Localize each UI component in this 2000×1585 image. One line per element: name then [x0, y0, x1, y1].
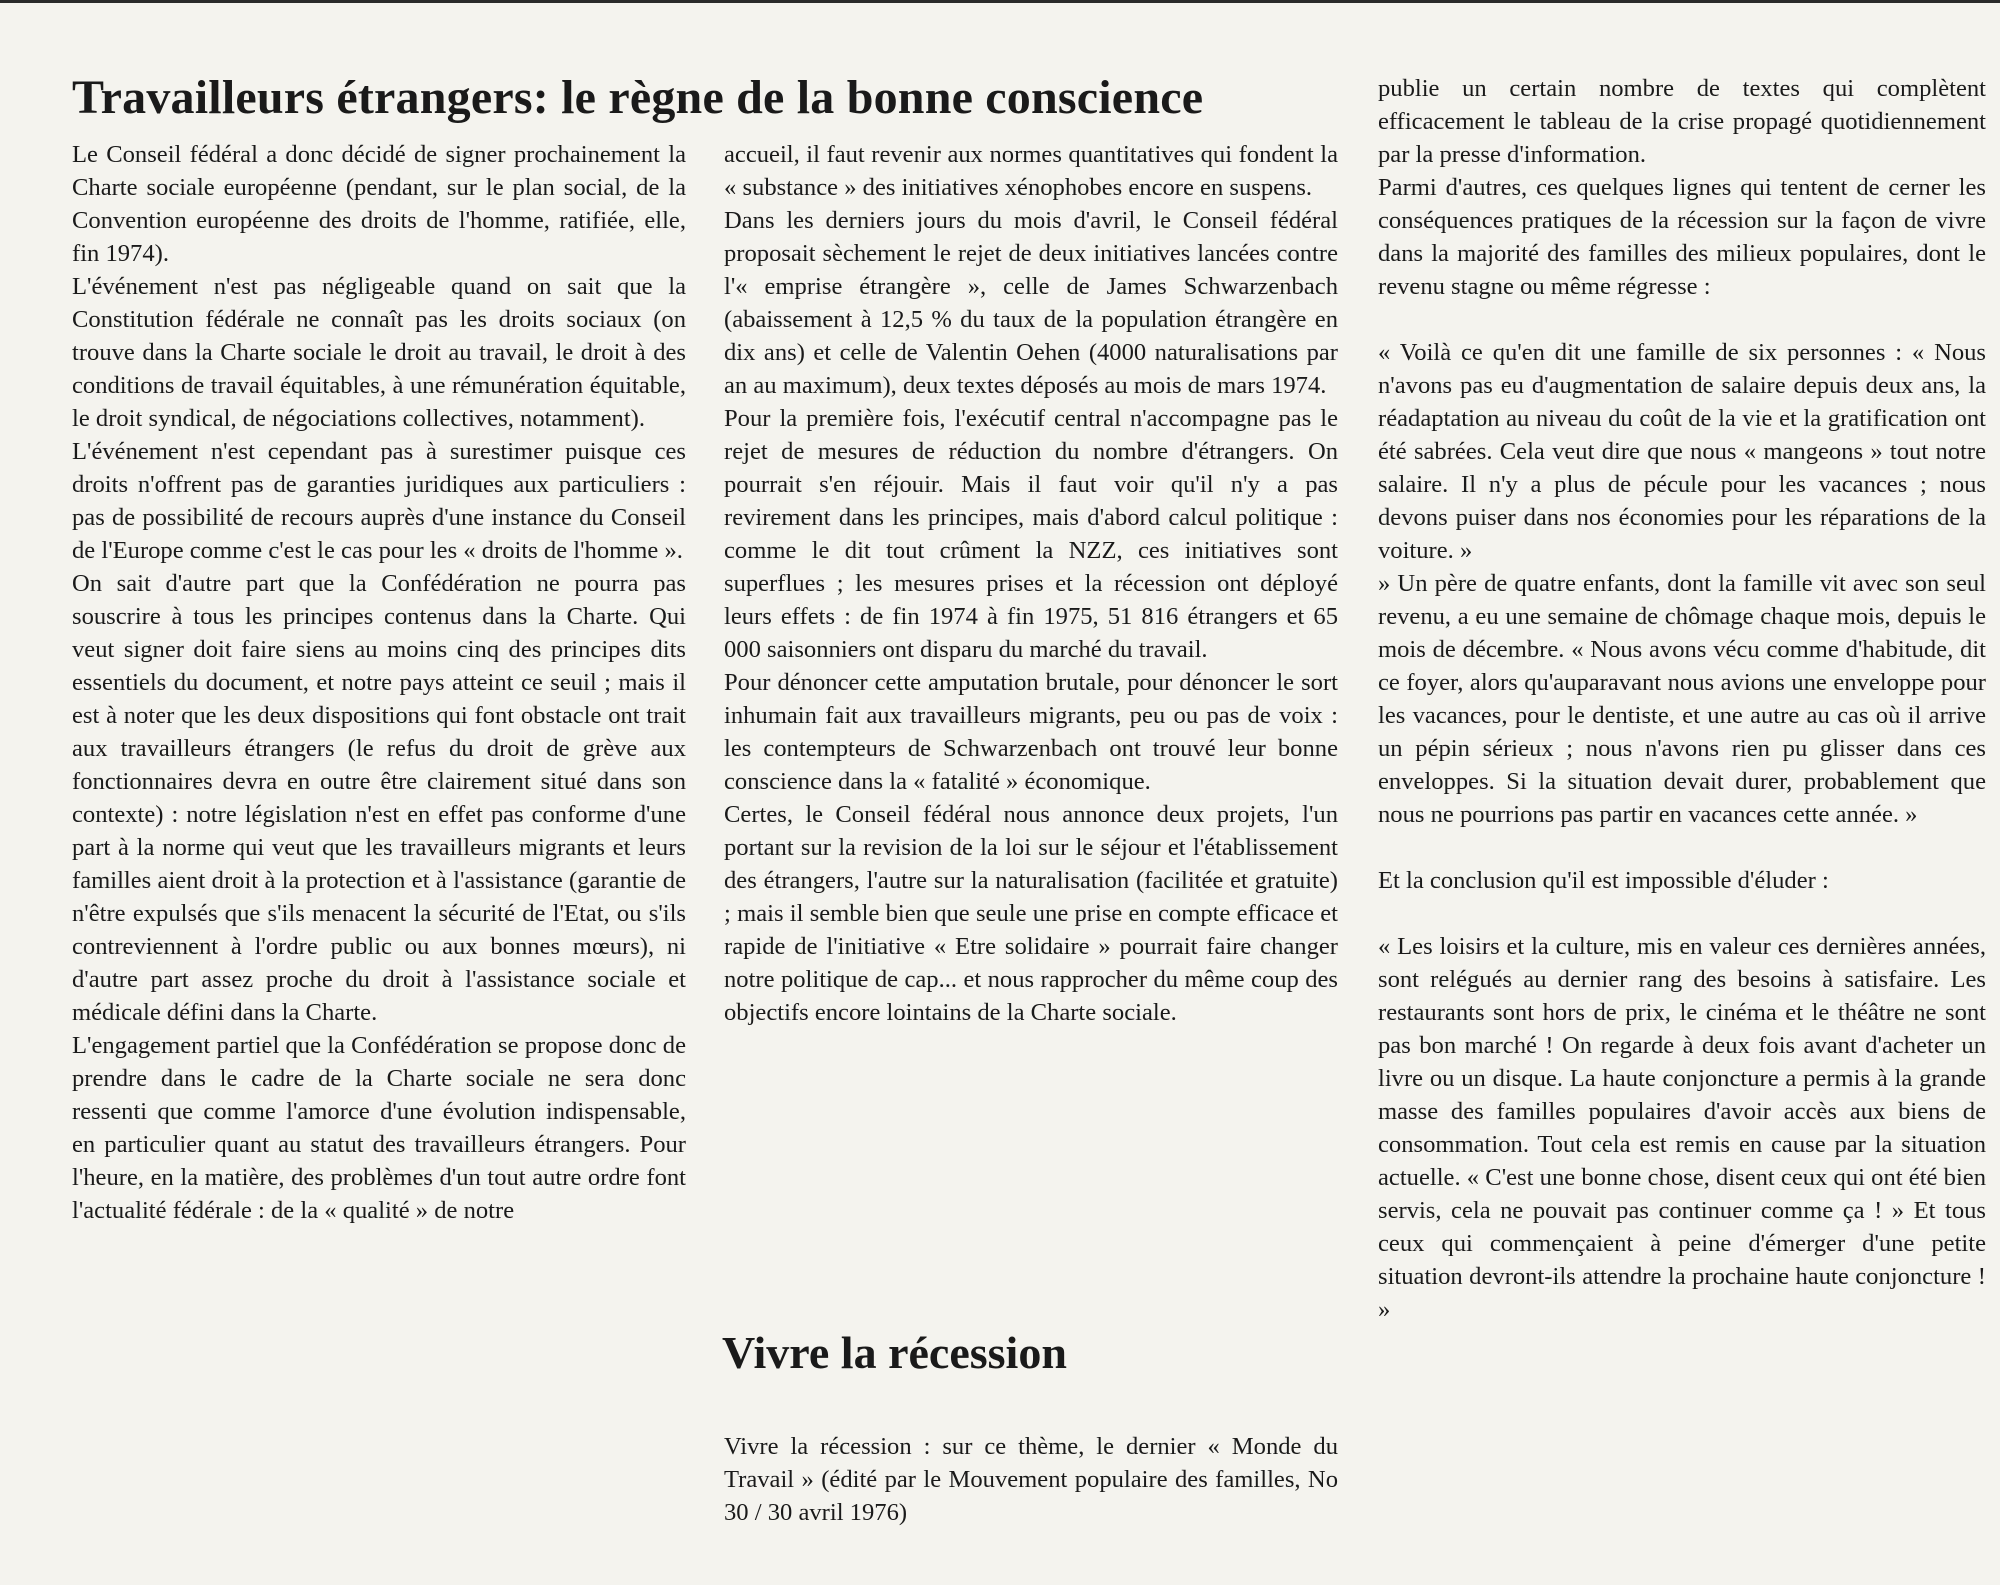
paragraph: Dans les derniers jours du mois d'avril, le Conseil fédéral proposait sèchement le rejet de deux initiatives lancées contre l'« emprise étrangère », celle de James Schwarzenbach (abaissement à 12,5 % du taux de la population étrangère en dix ans) et celle de Valentin Oehen (4000 naturalisations par an au maximum), deux textes déposés au mois de mars 1974. [724, 207, 1338, 399]
paragraph: Le Conseil fédéral a donc décidé de signer prochainement la Charte sociale européenne (pendant, sur le plan social, de la Convention européenne des droits de l'homme, ratifiée, elle, fin 1974). [72, 141, 686, 267]
column-1 [72, 138, 686, 1227]
article-headline: Travailleurs étrangers: le règne de la bonne conscience [72, 71, 1204, 124]
column-2-lower [724, 1430, 1338, 1529]
quote-paragraph: » Un père de quatre enfants, dont la famille vit avec son seul revenu, a eu une semaine de chômage chaque mois, depuis le mois de décembre. « Nous avons vécu comme d'habitude, dit ce foyer, alors qu'auparavant nous avions une enveloppe pour les vacances, pour le dentiste, et une autre au cas où il arrive un pépin sérieux ; nous n'avons rien pu glisser dans ces enveloppes. Si la situation devait durer, probablement que nous ne pourrions pas partir en vacances cette année. » [1378, 570, 1986, 828]
top-rule [0, 0, 2000, 3]
quote-paragraph: « Voilà ce qu'en dit une famille de six personnes : « Nous n'avons pas eu d'augmentation de salaire depuis deux ans, la réadaptation au niveau du coût de la vie et la gratification ont été sabrées. Cela veut dire que nous « mangeons » tout notre salaire. Il n'y a plus de pécule pour les vacances ; nous devons puiser dans nos économies pour les réparations de la voiture. » [1378, 339, 1986, 564]
paragraph: Parmi d'autres, ces quelques lignes qui tentent de cerner les conséquences pratiques de la récession sur la façon de vivre dans la majorité des familles des milieux populaires, dont le revenu stagne ou même régresse : [1378, 174, 1986, 300]
paragraph: L'événement n'est cependant pas à surestimer puisque ces droits n'offrent pas de garanties juridiques aux particuliers : pas de possibilité de recours auprès d'une instance du Conseil de l'Europe comme c'est le cas pour les « droits de l'homme ». [72, 438, 686, 564]
paragraph: Certes, le Conseil fédéral nous annonce deux projets, l'un portant sur la revision de la loi sur le séjour et l'établissement des étrangers, l'autre sur la naturalisation (facilitée et gratuite) ; mais il semble bien que seule une prise en compte efficace et rapide de l'initiative « Etre solidaire » pourrait faire changer notre politique de cap... et nous rapprocher du même coup des objectifs encore lointains de la Charte sociale. [724, 801, 1338, 1026]
paragraph: Pour dénoncer cette amputation brutale, pour dénoncer le sort inhumain fait aux travailleurs migrants, peu ou pas de voix : les contempteurs de Schwarzenbach ont trouvé leur bonne conscience dans la « fatalité » économique. [724, 669, 1338, 795]
paragraph: accueil, il faut revenir aux normes quantitatives qui fondent la « substance » des initiatives xénophobes encore en suspens. [724, 141, 1338, 201]
paragraph: publie un certain nombre de textes qui complètent efficacement le tableau de la crise propagé quotidiennement par la presse d'information. [1378, 75, 1986, 168]
section-headline: Vivre la récession [722, 1327, 1067, 1378]
paragraph: Vivre la récession : sur ce thème, le dernier « Monde du Travail » (édité par le Mouvement populaire des familles, No 30 / 30 avril 1976) [724, 1433, 1338, 1526]
paragraph: L'engagement partiel que la Confédération se propose donc de prendre dans le cadre de la Charte sociale ne sera donc ressenti que comme l'amorce d'une évolution indispensable, en particulier quant au statut des travailleurs étrangers. Pour l'heure, en la matière, des problèmes d'un tout autre ordre font l'actualité fédérale : de la « qualité » de notre [72, 1032, 686, 1224]
paragraph: Et la conclusion qu'il est impossible d'éluder : [1378, 867, 1829, 894]
column-2 [724, 138, 1338, 1029]
paragraph: On sait d'autre part que la Confédération ne pourra pas souscrire à tous les principes contenus dans la Charte. Qui veut signer doit faire siens au moins cinq des principes dits essentiels du document, et notre pays atteint ce seuil ; mais il est à noter que les deux dispositions qui font obstacle ont trait aux travailleurs étrangers (le refus du droit de grève aux fonctionnaires devra en outre être clairement situé dans son contexte) : notre législation n'est en effet pas conforme d'une part à la norme qui veut que les travailleurs migrants et leurs familles aient droit à la protection et à l'assistance (garantie de n'être expulsés que s'ils menacent la sécurité de l'Etat, ou s'ils contreviennent à l'ordre public ou aux bonnes mœurs), ni d'autre part assez proche du droit à l'assistance sociale et médicale défini dans la Charte. [72, 570, 686, 1026]
column-3 [1378, 72, 1986, 1326]
quote-paragraph: « Les loisirs et la culture, mis en valeur ces dernières années, sont relégués au dernier rang des besoins à satisfaire. Les restaurants sont hors de prix, le cinéma et le théâtre ne sont pas bon marché ! On regarde à deux fois avant d'acheter un livre ou un disque. La haute conjoncture a permis à la grande masse des familles populaires d'avoir accès aux biens de consommation. Tout cela est remis en cause par la situation actuelle. « C'est une bonne chose, disent ceux qui ont été bien servis, cela ne pouvait pas continuer comme ça ! » Et tous ceux qui commençaient à peine d'émerger d'une petite situation devront-ils attendre la prochaine haute conjoncture ! » [1378, 933, 1986, 1323]
paragraph: Pour la première fois, l'exécutif central n'accompagne pas le rejet de mesures de réduction du nombre d'étrangers. On pourrait s'en réjouir. Mais il faut voir qu'il n'y a pas revirement dans les principes, mais d'abord calcul politique : comme le dit tout crûment la NZZ, ces initiatives sont superflues ; les mesures prises et la récession ont déployé leurs effets : de fin 1974 à fin 1975, 51 816 étrangers et 65 000 saisonniers ont disparu du marché du travail. [724, 405, 1338, 663]
paragraph: L'événement n'est pas négligeable quand on sait que la Constitution fédérale ne connaît pas les droits sociaux (on trouve dans la Charte sociale le droit au travail, le droit à des conditions de travail équitables, à une rémunération équitable, le droit syndical, de négociations collectives, notamment). [72, 273, 686, 432]
